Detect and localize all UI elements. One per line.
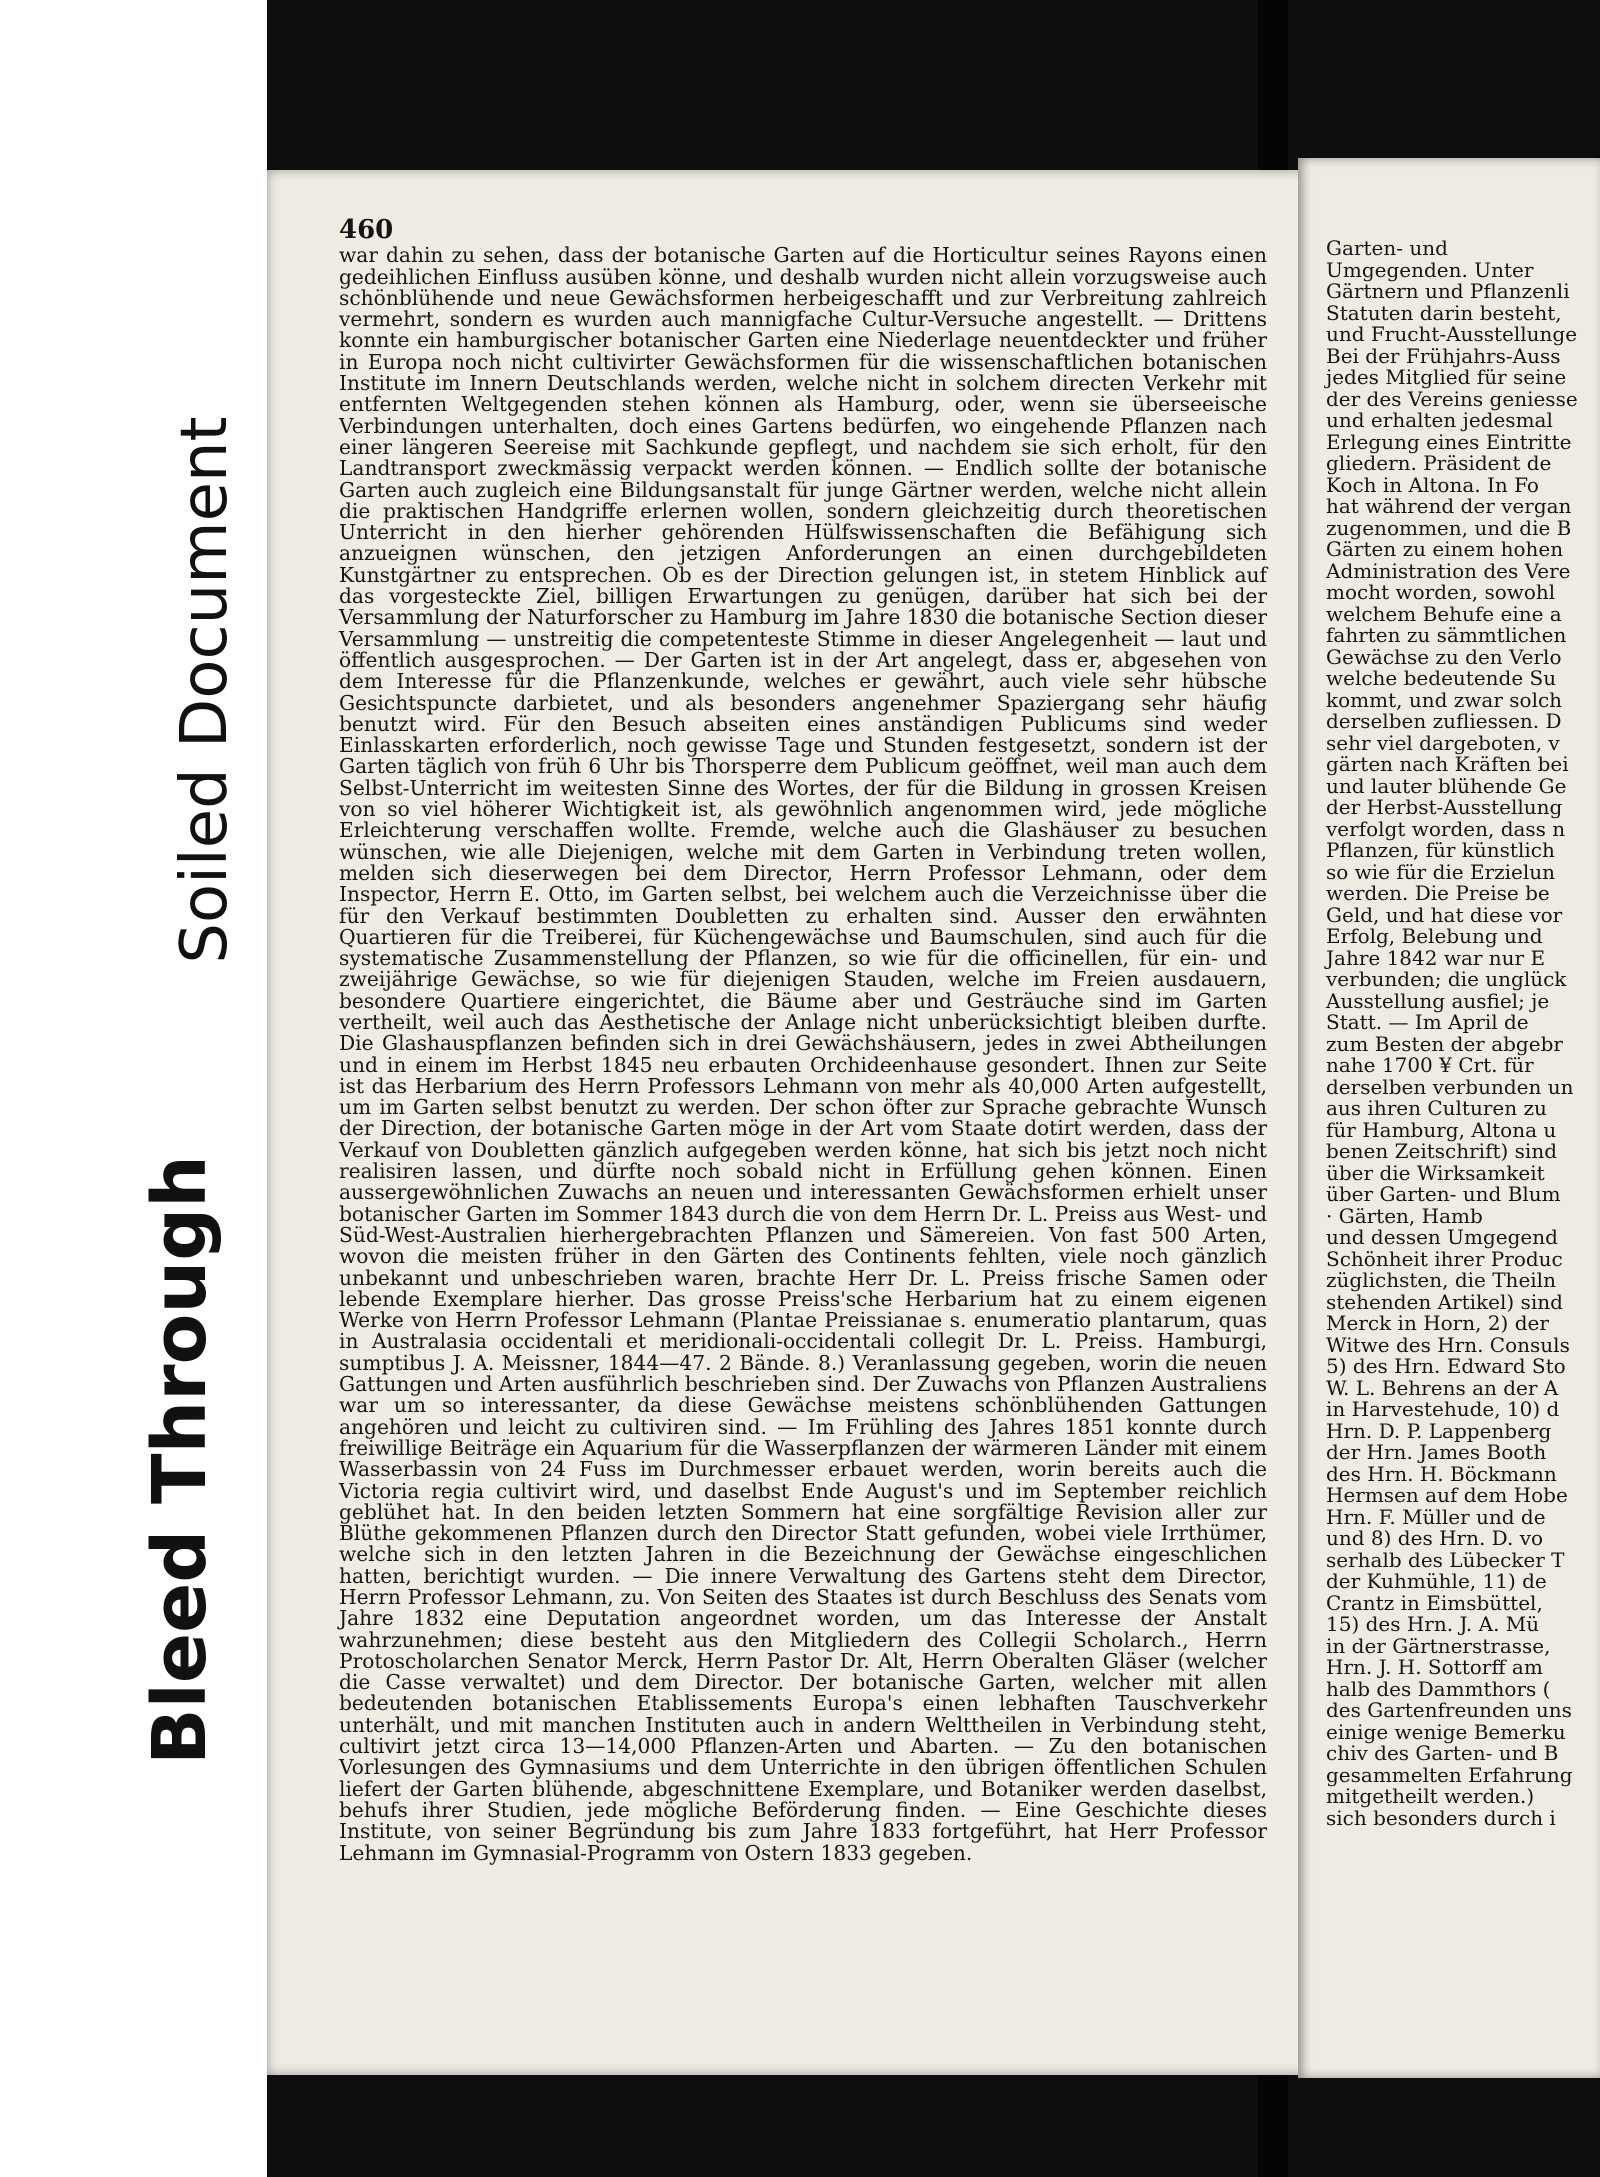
right-page-line: über Garten- und Blum — [1326, 1182, 1561, 1206]
right-page-line: mitgetheilt werden.) — [1326, 1784, 1535, 1808]
right-page-line: welche bedeutende Su — [1326, 666, 1557, 690]
right-page-line: verfolgt worden, dass n — [1326, 816, 1566, 841]
soiled-document-label — [155, 380, 255, 1000]
right-page-line: werden. Die Preise be — [1326, 881, 1550, 905]
right-page-line: Schönheit ihrer Produc — [1326, 1246, 1563, 1271]
right-page-line: 5) des Hrn. Edward Sto — [1326, 1354, 1566, 1378]
right-page-line: benen Zeitschrift) sind — [1326, 1139, 1558, 1163]
right-page-line: 15) des Hrn. J. A. Mü — [1326, 1612, 1540, 1636]
right-page-line: zugenommen, und die B — [1326, 515, 1572, 540]
right-page-line: Gärtnern und Pflanzenli — [1326, 279, 1570, 303]
right-page-text — [1326, 238, 1600, 1829]
right-page-line: nahe 1700 ¥ Crt. für — [1326, 1053, 1534, 1077]
right-page-line: und erhalten jedesmal — [1326, 408, 1553, 432]
right-page-line: Administration des Vere — [1326, 558, 1571, 583]
right-page-line: und lauter blühende Ge — [1326, 773, 1567, 798]
right-page-line: und dessen Umgegend — [1326, 1225, 1558, 1249]
right-page — [1298, 158, 1600, 2078]
right-page-line: mocht worden, sowohl — [1326, 580, 1556, 604]
right-page-line: Gärten zu einem hohen — [1326, 537, 1564, 561]
right-page-line: Hermsen auf dem Hobe — [1326, 1483, 1568, 1507]
scanner-margin — [0, 0, 267, 2177]
right-page-line: für Hamburg, Altona u — [1326, 1117, 1557, 1142]
right-page-line: Gewächse zu den Verlo — [1326, 644, 1562, 669]
right-page-line: serhalb des Lübecker T — [1326, 1547, 1565, 1572]
right-page-line: · Gärten, Hamb — [1326, 1203, 1483, 1228]
right-page-line: Merck in Horn, 2) der — [1326, 1311, 1549, 1335]
right-page-line: stehenden Artikel) sind — [1326, 1289, 1563, 1314]
right-page-line: Hrn. F. Müller und de — [1326, 1504, 1546, 1529]
right-page-line: Hrn. D. P. Lappenberg — [1326, 1418, 1552, 1443]
left-page-text — [339, 215, 1267, 1865]
right-page-line: Erfolg, Belebung und — [1326, 924, 1543, 948]
right-page-line: Garten- und — [1326, 236, 1448, 260]
right-page-line: und 8) des Hrn. D. vo — [1326, 1526, 1544, 1550]
right-page-line: Crantz in Eimsbüttel, — [1326, 1590, 1543, 1615]
right-page-line: des Hrn. H. Böckmann — [1326, 1461, 1557, 1486]
right-page-line: der Herbst-Ausstellung — [1326, 795, 1563, 819]
page-number: 460 — [339, 215, 394, 245]
left-page — [267, 170, 1312, 2075]
right-page-line: Bei der Frühjahrs-Auss — [1326, 343, 1561, 368]
right-page-line: Koch in Altona. In Fo — [1326, 472, 1539, 497]
right-page-line: derselben verbunden un — [1326, 1074, 1574, 1099]
right-page-line: einige wenige Bemerku — [1326, 1719, 1566, 1744]
right-page-line: aus ihren Culturen zu — [1326, 1096, 1547, 1120]
right-page-line: Umgegenden. Unter — [1326, 257, 1534, 282]
right-page-line: W. L. Behrens an der A — [1326, 1375, 1559, 1400]
right-page-line: verbunden; die unglück — [1326, 967, 1567, 991]
right-page-line: hat während der vergan — [1326, 494, 1572, 518]
right-page-line: welchem Behufe eine a — [1326, 601, 1562, 626]
bleed-through-label-text: Bleed Through — [137, 1155, 223, 1765]
right-page-line: und Frucht-Ausstellunge — [1326, 322, 1578, 346]
scan-gutter-top — [1258, 0, 1288, 190]
right-page-line: züglichsten, die Theiln — [1326, 1268, 1556, 1292]
right-page-line: sich besonders durch i — [1326, 1805, 1556, 1830]
right-page-line: Statt. — Im April de — [1326, 1010, 1529, 1034]
right-page-line: Witwe des Hrn. Consuls — [1326, 1332, 1570, 1357]
soiled-document-label-text: Soiled Document — [168, 416, 242, 964]
right-page-line: Statuten darin besteht, — [1326, 300, 1562, 325]
right-page-line: Pflanzen, für künstlich — [1326, 838, 1555, 862]
right-page-line: Jahre 1842 war nur E — [1326, 945, 1546, 970]
right-page-line: Ausstellung ausfiel; je — [1326, 988, 1550, 1013]
right-page-line: der Hrn. James Booth — [1326, 1440, 1547, 1464]
right-page-line: in Harvestehude, 10) d — [1326, 1397, 1560, 1421]
right-page-line: jedes Mitglied für seine — [1326, 365, 1567, 389]
right-page-line: in der Gärtnerstrasse, — [1326, 1633, 1551, 1658]
right-page-line: gärten nach Kräften bei — [1326, 752, 1569, 776]
right-page-line: fahrten zu sämmtlichen — [1326, 623, 1567, 647]
right-page-line: Erlegung eines Eintritte — [1326, 429, 1572, 454]
right-page-line: gesammelten Erfahrung — [1326, 1762, 1573, 1787]
right-page-line: der Kuhmühle, 11) de — [1326, 1569, 1547, 1593]
right-page-line: kommt, und zwar solch — [1326, 687, 1563, 712]
right-page-line: sehr viel dargeboten, v — [1326, 730, 1560, 755]
right-page-line: der des Vereins geniesse — [1326, 386, 1578, 411]
right-page-line: zum Besten der abgebr — [1326, 1031, 1563, 1056]
right-page-line: Geld, und hat diese vor — [1326, 902, 1563, 927]
right-page-line: chiv des Garten- und B — [1326, 1741, 1559, 1765]
right-page-line: so wie für die Erzielun — [1326, 859, 1556, 884]
bleed-through-label — [120, 1150, 240, 1770]
right-page-line: halb des Dammthors ( — [1326, 1676, 1551, 1701]
right-page-line: derselben zufliessen. D — [1326, 709, 1562, 733]
right-page-line: des Gartenfreunden uns — [1326, 1698, 1572, 1722]
right-page-line: gliedern. Präsident de — [1326, 451, 1552, 475]
right-page-line: Hrn. J. H. Sottorff am — [1326, 1655, 1543, 1679]
left-page-paragraph: war dahin zu sehen, dass der botanische Garten auf die Horticultur seines Rayons einen gedeihlichen Einfluss ausüben könne, und deshalb wurden nicht allein vorzugsweise auch schönblühende und neue Gewächsformen herbeigeschafft und zur Verbreitung zahlreich vermehrt, sondern es wurden auch mannigfache Cultur-Versuche angestellt. — Drittens konnte ein hamburgischer botanischer Garten eine Niederlage neuentdeckter und früher in Europa noch nicht cultivirter Gewächsformen für die wissenschaftlichen botanischen Institute im Innern Deutschlands werden, welche nicht in solchem directen Verkehr mit entfernten Weltgegenden stehen können als Hamburg, oder, wenn sie überseeische Verbindungen unterhalten, doch eines Gartens bedürfen, wo eingehende Pflanzen nach einer längeren Seereise mit Sachkunde gepflegt, und nachdem sie sich erholt, für den Landtransport zweckmässig verpackt werden können. — Endlich sollte der botanische Garten auch zugleich eine Bildungsanstalt für junge Gärtner werden, welche nicht allein die praktischen Handgriffe erlernen wollen, sondern gleichzeitig durch theoretischen Unterricht in den hierher gehörenden Hülfswissenschaften die Befähigung sich anzueignen wünschen, den jetzigen Anforderungen an einen durchgebildeten Kunstgärtner zu entsprechen. Ob es der Direction gelungen ist, in stetem Hinblick auf das vorgesteckte Ziel, billigen Erwartungen zu genügen, darüber hat sich bei der Versammlung der Naturforscher zu Hamburg im Jahre 1830 die botanische Section dieser Versammlung — unstreitig die competenteste Stimme in dieser Angelegenheit — laut und öffentlich ausgesprochen. — Der Garten ist in der Art angelegt, dass er, abgesehen von dem Interesse für die Pflanzenkunde, welches er gewährt, auch viele sehr hübsche Gesichtspuncte darbietet, und als besonders angenehmer Spaziergang sehr häufig benutzt wird. Für den Besuch abseiten eines anständigen Publicums sind weder Einlasskarten erforderlich, noch gewisse Tage und Stunden festgesetzt, sondern ist der Garten täglich von früh 6 Uhr bis Thorsperre dem Publicum geöffnet, weil man auch dem Selbst-Unterricht im weitesten Sinne des Wortes, der für die Bildung in grossen Kreisen von so viel höherer Wichtigkeit ist, als gewöhnlich angenommen wird, jede mögliche Erleichterung verschaffen wollte. Fremde, welche auch die Glashäuser zu besuchen wünschen, wie alle Diejenigen, welche mit dem Garten in Verbindung treten wollen, melden sich dieserwegen bei dem Director, Herrn Professor Lehmann, oder dem Inspector, Herrn E. Otto, im Garten selbst, bei welchem auch die Verzeichnisse über die für den Verkauf bestimmten Doubletten zu erhalten sind. Ausser den erwähnten Quartieren für die Treiberei, für Küchengewächse und Baumschulen, sind auch für die systematische Zusammenstellung der Pflanzen, so wie für die officinellen, für ein- und zweijährige Gewächse, so wie für diejenigen Stauden, welche im Freien ausdauern, besondere Quartiere eingerichtet, die Bäume aber und Gesträuche sind im Garten vertheilt, weil auch das Aesthetische der Anlage nicht unberücksichtigt bleiben durfte. Die Glashauspflanzen befinden sich in drei Gewächshäusern, jedes in zwei Abtheilungen und in einem im Herbst 1845 neu erbauten Orchideenhause gesondert. Ihnen zur Seite ist das Herbarium des Herrn Professors Lehmann von mehr als 40,000 Arten aufgestellt, um im Garten selbst benutzt zu werden. Der schon öfter zur Sprache gebrachte Wunsch der Direction, der botanische Garten möge in der Art vom Staate dotirt werden, dass der Verkauf von Doubletten gänzlich aufgegeben werden könne, hat sich bis jetzt noch nicht realisiren lassen, und dürfte noch sobald nicht in Erfüllung gehen können. Einen aussergewöhnlichen Zuwachs an neuen und interessanten Gewächsformen erhielt unser botanischer Garten im Sommer 1843 durch die von dem Herrn Dr. L. Preiss aus West- und Süd-West-Australien hierhergebrachten Pflanzen und Sämereien. Von fast 500 Arten, wovon die meisten früher in den Gärten des Continents fehlten, viele noch gänzlich unbekannt und unbeschrieben waren, brachte Herr Dr. L. Preiss frische Samen oder lebende Exemplare hierher. Das grosse Preiss'sche Herbarium hat zu einem eigenen Werke von Herrn Professor Lehmann (Plantae Preissianae s. enumeratio plantarum, quas in Australasia occidentali et meridionali-occidentali collegit Dr. L. Preiss. Hamburgi, sumptibus J. A. Meissner, 1844—47. 2 Bände. 8.) Veranlassung gegeben, worin die neuen Gattungen und Arten ausführlich beschrieben sind. Der Zuwachs von Pflanzen Australiens war um so interessanter, da diese Gewächse meistens schönblühenden Gattungen angehören und leicht zu cultiviren sind. — Im Frühling des Jahres 1851 konnte durch freiwillige Beiträge ein Aquarium für die Wasserpflanzen der wärmeren Länder mit einem Wasserbassin von 24 Fuss im Durchmesser erbauet werden, worin bereits auch die Victoria regia cultivirt wird, und daselbst Ende August's und im September reichlich geblühet hat. In den beiden letzten Sommern hat eine sorgfältige Revision aller zur Blüthe gekommenen Pflanzen durch den Director Statt gefunden, wobei viele Irrthümer, welche sich in den letzten Jahren in die Bezeichnung der Gewächse eingeschlichen hatten, berichtigt wurden. — Die innere Verwaltung des Gartens steht dem Director, Herrn Professor Lehmann, zu. Von Seiten des Staates ist durch Beschluss des Senats vom Jahre 1832 eine Deputation angeordnet worden, um das Interesse der Anstalt wahrzunehmen; diese besteht aus den Mitgliedern des Collegii Scholarch., Herrn Protoscholarchen Senator Merck, Herrn Pastor Dr. Alt, Herrn Oberalten Gläser (welcher die Casse verwaltet) und dem Director. Der botanische Garten, welcher mit allen bedeutenden botanischen Etablissements Europa's einen lebhaften Tauschverkehr unterhält, und mit manchen Instituten auch in andern Welttheilen in Verbindung steht, cultivirt jetzt circa 13—14,000 Pflanzen-Arten und Abarten. — Zu den botanischen Vorlesungen des Gymnasiums und dem Unterrichte in den übrigen öffentlichen Schulen liefert der Garten blühende, abgeschnittene Exemplare, und Botaniker werden daselbst, behufs ihrer Studien, jede mögliche Beförderung finden. — Eine Geschichte dieses Institute, von seiner Begründung bis zum Jahre 1833 fortgeführt, hat Herr Professor Lehmann im Gymnasial-Programm von Ostern 1833 gegeben. — [339, 243, 1267, 1865]
right-page-line: über die Wirksamkeit — [1326, 1160, 1545, 1185]
